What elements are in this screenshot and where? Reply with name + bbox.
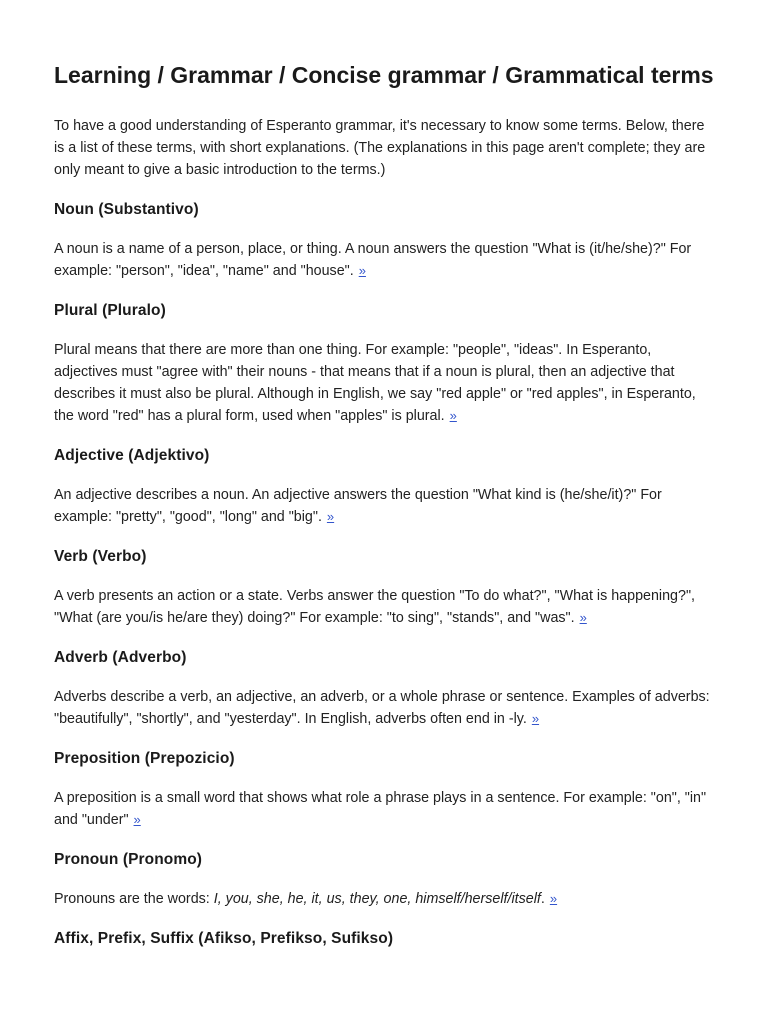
section-heading: Adjective (Adjektivo) (54, 447, 210, 464)
section-pronoun (54, 849, 718, 910)
section-body-suffix: . (540, 891, 545, 907)
read-more-link[interactable]: » (549, 891, 558, 906)
read-more-link[interactable]: » (133, 812, 141, 827)
read-more-link[interactable]: » (358, 263, 366, 278)
section-heading: Verb (Verbo) (54, 548, 147, 565)
section-heading: Adverb (Adverbo) (54, 649, 187, 666)
pronoun-list: I, you, she, he, it, us, they, one, himself/herself/itself (213, 891, 541, 907)
section-text (54, 484, 718, 528)
section-verb (54, 546, 718, 629)
intro-paragraph: To have a good understanding of Esperanto grammar, it's necessary to know some terms. Below, there is a list of these terms, with short explanations. (The explanations in this page aren't complete; they are only meant to give a basic introduction to the terms.) (54, 118, 706, 178)
page-title: Learning / Grammar / Concise grammar / Grammatical terms (54, 62, 714, 88)
section-adjective (54, 445, 718, 528)
section-body: Plural means that there are more than one thing. For example: "people", "ideas". In Esperanto, adjectives must "agree with" their nouns - that means that if a noun is plural, then an adjective that describes it must also be plural. Although in English, we say "red apple" or "red apples", in Esperanto, the word "red" has a plural form, used when "apples" is plural. (54, 342, 696, 424)
section-affix (54, 928, 718, 950)
read-more-link[interactable]: » (579, 610, 587, 625)
read-more-link[interactable]: » (326, 509, 335, 524)
page-content (54, 59, 718, 950)
section-text (54, 339, 718, 427)
section-body: A preposition is a small word that shows what role a phrase plays in a sentence. For example: "on", "in" and "under" (54, 790, 707, 828)
section-text (54, 686, 718, 730)
section-heading: Plural (Pluralo) (54, 302, 166, 319)
section-body: A noun is a name of a person, place, or thing. A noun answers the question "What is (it/he/she)?" For example: "person", "idea", "name" and "house". (54, 241, 692, 279)
section-body: Adverbs describe a verb, an adjective, an adverb, or a whole phrase or sentence. Examples of adverbs: "beautifully", "shortly", and "yesterday". In English, adverbs often end in -ly. (54, 689, 710, 727)
section-text (54, 787, 718, 831)
section-text (54, 238, 718, 282)
section-text (54, 888, 718, 910)
section-text (54, 585, 718, 629)
section-heading: Noun (Substantivo) (54, 201, 199, 218)
section-heading: Affix, Prefix, Suffix (Afikso, Prefikso, Sufikso) (54, 930, 394, 947)
section-heading: Preposition (Prepozicio) (54, 750, 235, 767)
section-body-prefix: Pronouns are the words: (54, 891, 214, 907)
section-body: A verb presents an action or a state. Verbs answer the question "To do what?", "What is happening?", "What (are you/is he/are they) doing?" For example: "to sing", "stands", and "was". (54, 588, 696, 626)
section-body: An adjective describes a noun. An adjective answers the question "What kind is (he/she/it)?" For example: "pretty", "good", "long" and "big". (54, 487, 662, 525)
read-more-link[interactable]: » (449, 408, 457, 423)
section-adverb (54, 647, 718, 730)
read-more-link[interactable]: » (531, 711, 540, 726)
section-preposition (54, 748, 718, 831)
section-noun (54, 199, 718, 282)
section-plural (54, 300, 718, 427)
section-heading: Pronoun (Pronomo) (54, 851, 203, 868)
